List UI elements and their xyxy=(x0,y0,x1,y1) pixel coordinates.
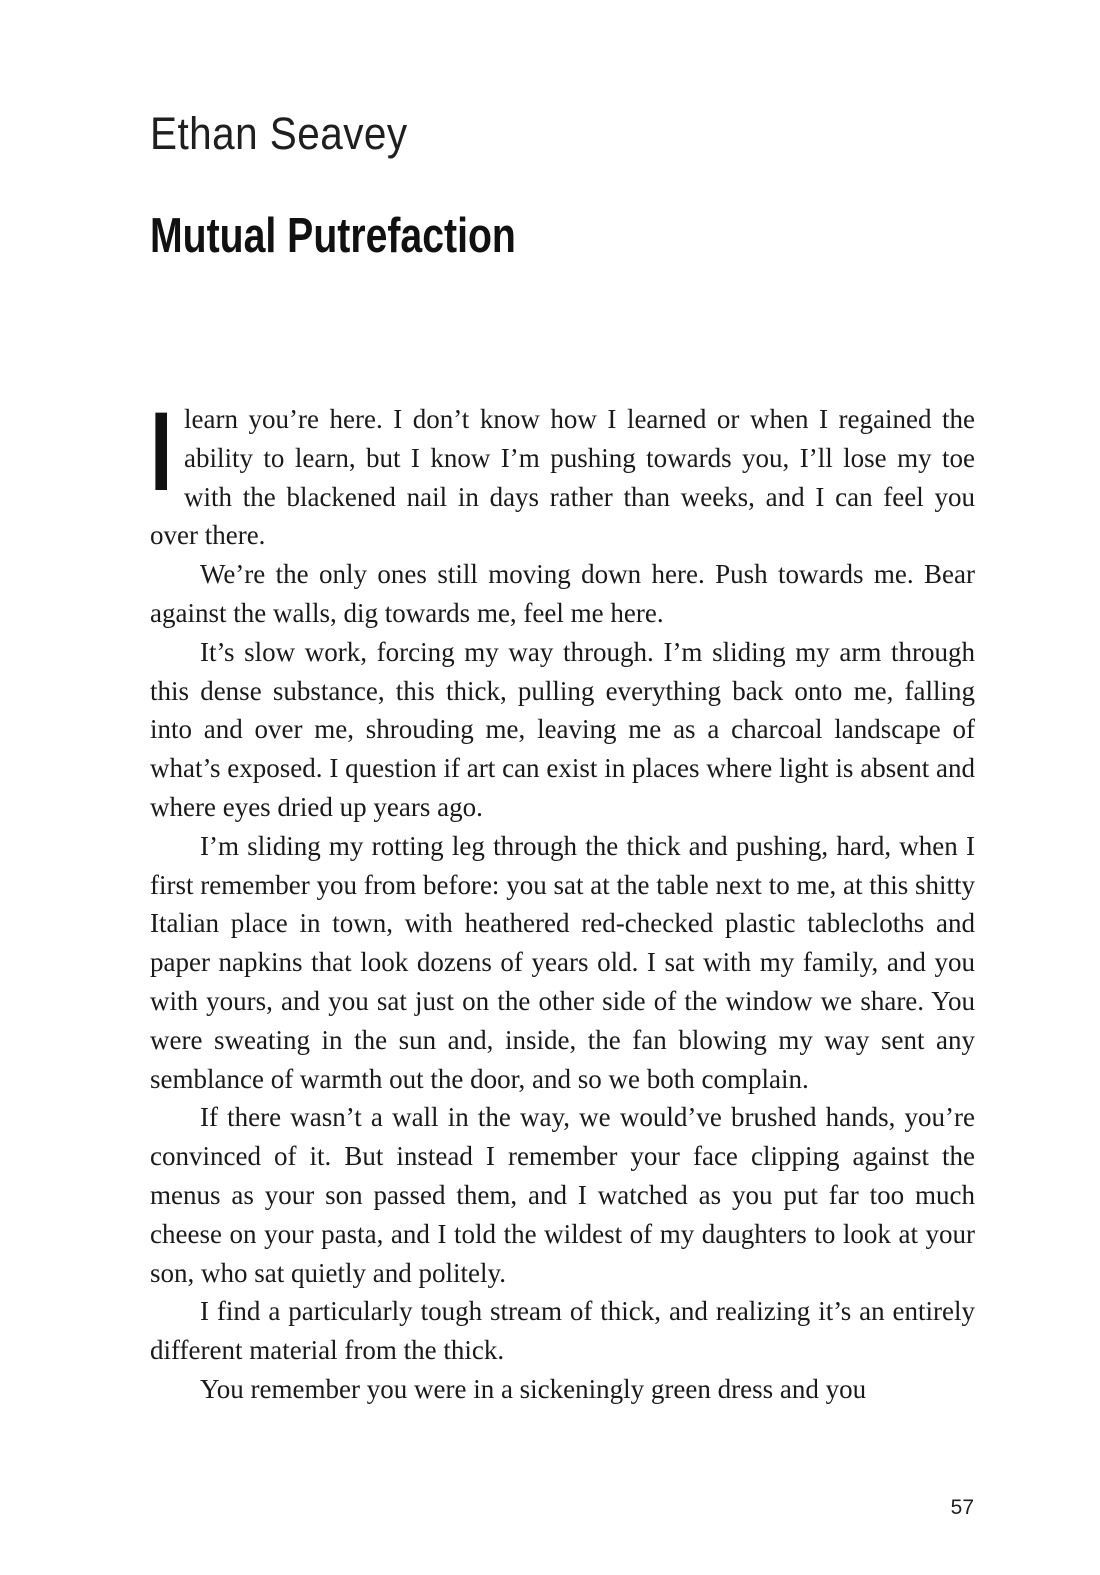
author-name: Ethan Seavey xyxy=(150,108,408,159)
paragraph-2: We’re the only ones still moving down here. Push towards me. Bear against the walls, dig towards me, feel me here. xyxy=(150,559,975,628)
page-number: 57 xyxy=(950,1496,974,1519)
paragraph-6: I find a particularly tough stream of thick, and realizing it’s an entirely different material from the thick. xyxy=(150,1296,975,1366)
story-title: Mutual Putrefaction xyxy=(150,209,516,263)
paragraph-7: You remember you were in a sickeningly green dress and you xyxy=(200,1373,867,1404)
paragraph-3: It’s slow work, forcing my way through. I’m sliding my arm through this dense substance, this thick, pulling everything back onto me, falling into and over me, shrouding me, leaving me as a charcoal landscape of what’s exposed. I question if art can exist in places where light is absent and where eyes dried up years ago. xyxy=(150,636,975,822)
drop-cap: I xyxy=(150,389,173,514)
paragraph-5: If there wasn’t a wall in the way, we would’ve brushed hands, you’re convinced of it. But instead I remember your face clipping against the menus as your son passed them, and I watched as you put far too much cheese on your pasta, and I told the wildest of my daughters to look at your son, who sat quietly and politely. xyxy=(150,1102,975,1288)
paragraph-4: I’m sliding my rotting leg through the thick and pushing, hard, when I first remember you from before: you sat at the table next to me, at this shitty Italian place in town, with heathered red-checked plastic tablecloths and paper napkins that look dozens of years old. I sat with my family, and you with yours, and you sat just on the other side of the window we share. You were sweating in the sun and, inside, the fan blowing my way sent any semblance of warmth out the door, and so we both complain. xyxy=(150,830,975,1094)
paragraph-1 xyxy=(150,389,975,555)
story-body xyxy=(150,389,975,1409)
paragraph-1-text: learn you’re here. I don’t know how I learned or when I regained the ability to learn, but I know I’m pushing towards you, I’ll lose my toe with the blackened nail in days rather than weeks, and I can feel you over there. xyxy=(150,404,975,551)
